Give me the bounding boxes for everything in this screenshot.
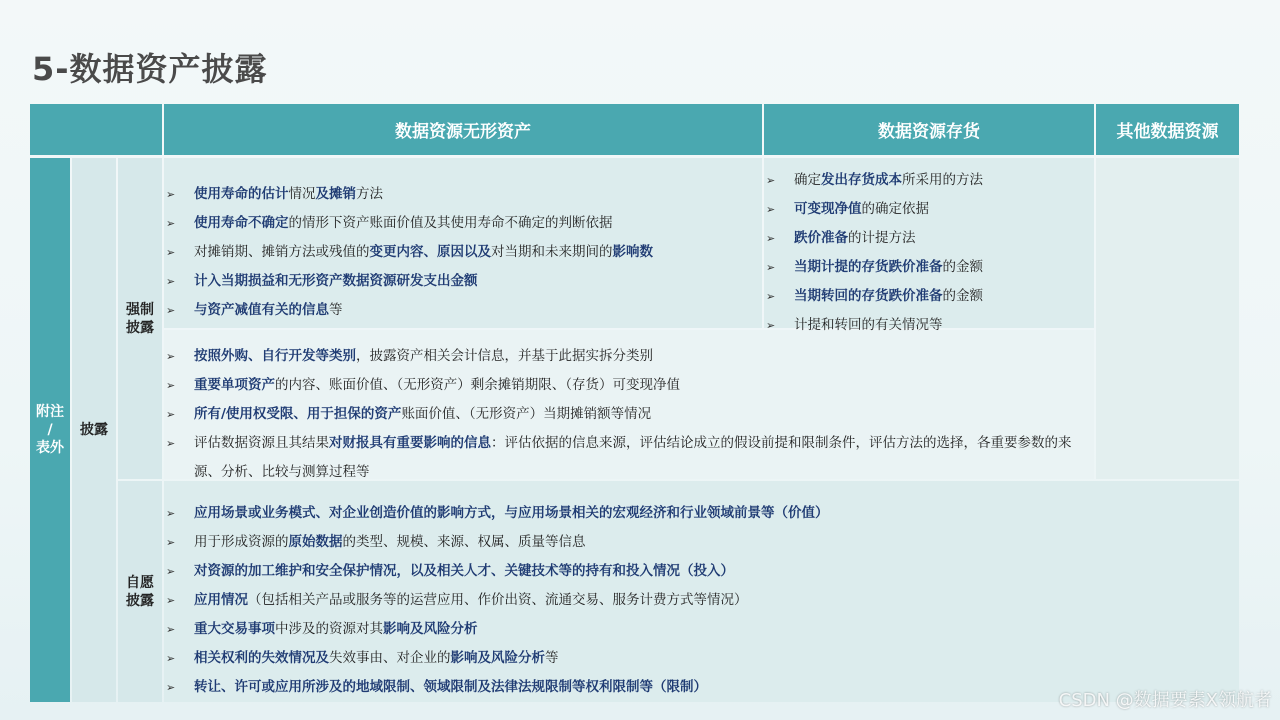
list-item — [166, 586, 1236, 615]
list-item — [166, 342, 1090, 371]
list-item — [166, 528, 1236, 557]
item-text: 对当期和未来期间的 — [491, 244, 613, 260]
arrow-bullet-icon: ➢ — [166, 379, 176, 392]
item-text: 中涉及的资源对其 — [275, 621, 383, 637]
item-text: 情况 — [288, 186, 316, 202]
arrow-bullet-icon: ➢ — [166, 275, 176, 288]
item-text: 用于形成资源的 — [194, 534, 289, 550]
mandatory-label: 强制 披露 — [118, 158, 162, 479]
item-text: 等 — [545, 650, 559, 666]
item-text: 账面价值、（无形资产）当期摊销额等情况 — [401, 406, 652, 422]
item-text: 可变现净值 — [794, 201, 862, 217]
item-text: 变更内容、原因以及 — [369, 244, 491, 260]
list-item — [766, 195, 1094, 224]
arrow-bullet-icon: ➢ — [166, 437, 176, 450]
item-text: 的金额 — [942, 259, 983, 275]
disclosure-label: 披露 — [72, 158, 116, 702]
arrow-bullet-icon: ➢ — [166, 350, 176, 363]
item-text: 影响及风险分析 — [450, 650, 545, 666]
item-text: 评估数据资源且其结果 — [194, 435, 329, 451]
item-text: 失效事由、对企业的 — [329, 650, 451, 666]
list-item — [166, 400, 1090, 429]
list-item — [766, 253, 1094, 282]
item-text: 当期转回的存货跌价准备 — [794, 288, 943, 304]
arrow-bullet-icon: ➢ — [166, 217, 176, 230]
item-text: 原始数据 — [288, 534, 343, 550]
item-text: 与资产减值有关的信息 — [194, 302, 329, 318]
item-text: 对财报具有重要影响的信息 — [329, 435, 491, 451]
arrow-bullet-icon: ➢ — [766, 203, 776, 216]
list-item — [766, 166, 1094, 195]
arrow-bullet-icon: ➢ — [766, 319, 776, 332]
arrow-bullet-icon: ➢ — [766, 290, 776, 303]
item-text: 转让、许可或应用所涉及的地域限制、领域限制及法律法规限制等权利限制等（限制） — [194, 679, 707, 695]
arrow-bullet-icon: ➢ — [166, 507, 176, 520]
item-text: 的确定依据 — [861, 201, 929, 217]
item-text: 计提和转回的有关情况等 — [794, 317, 943, 333]
watermark: CSDN @数据要素X领航者 — [1058, 690, 1272, 711]
item-text: 重要单项资产 — [194, 377, 275, 393]
arrow-bullet-icon: ➢ — [766, 261, 776, 274]
arrow-bullet-icon: ➢ — [166, 536, 176, 549]
arrow-bullet-icon: ➢ — [166, 681, 176, 694]
list-item — [166, 296, 762, 325]
intangible-list — [166, 180, 762, 325]
item-text: 计入当期损益和无形资产数据资源研发支出金额 — [194, 273, 478, 289]
shared-list — [166, 342, 1090, 487]
item-text: 当期计提的存货跌价准备 — [794, 259, 943, 275]
voluntary-label: 自愿 披露 — [118, 481, 162, 702]
arrow-bullet-icon: ➢ — [766, 232, 776, 245]
list-item — [166, 615, 1236, 644]
page-title: 5-数据资产披露 — [32, 50, 268, 88]
arrow-bullet-icon: ➢ — [166, 565, 176, 578]
item-text: 确定 — [794, 172, 821, 188]
list-item — [166, 644, 1236, 673]
item-text: 的内容、账面价值、（无形资产）剩余摊销期限、（存货）可变现净值 — [275, 377, 680, 393]
item-text: 按照外购、自行开发等类别 — [194, 348, 356, 364]
list-item — [166, 209, 762, 238]
arrow-bullet-icon: ➢ — [166, 652, 176, 665]
arrow-bullet-icon: ➢ — [166, 623, 176, 636]
voluntary-list — [166, 499, 1236, 702]
item-text: 跌价准备 — [794, 230, 848, 246]
list-item — [166, 180, 762, 209]
item-text: 应用场景或业务模式、对企业创造价值的影响方式，与应用场景相关的宏观经济和行业领域前景等（价值） — [194, 505, 829, 521]
arrow-bullet-icon: ➢ — [766, 174, 776, 187]
item-text: 所采用的方法 — [902, 172, 983, 188]
header-intangible: 数据资源无形资产 — [164, 104, 762, 155]
arrow-bullet-icon: ➢ — [166, 188, 176, 201]
item-text: 影响及风险分析 — [383, 621, 478, 637]
item-text: 发出存货成本 — [821, 172, 902, 188]
list-item — [766, 224, 1094, 253]
arrow-bullet-icon: ➢ — [166, 408, 176, 421]
arrow-bullet-icon: ➢ — [166, 246, 176, 259]
item-text: 对资源的加工维护和安全保护情况，以及相关人才、关键技术等的持有和投入情况（投入） — [194, 563, 734, 579]
header-inventory: 数据资源存货 — [764, 104, 1094, 155]
item-text: 方法 — [356, 186, 383, 202]
item-text: （包括相关产品或服务等的运营应用、作价出资、流通交易、服务计费方式等情况） — [248, 592, 748, 608]
arrow-bullet-icon: ➢ — [166, 594, 176, 607]
item-text: 使用寿命不确定 — [194, 215, 289, 231]
list-item — [166, 429, 1090, 487]
arrow-bullet-icon: ➢ — [166, 304, 176, 317]
item-text: 使用寿命的估计 — [194, 186, 289, 202]
item-text: ，披露资产相关会计信息，并基于此据实拆分类别 — [356, 348, 653, 364]
list-item — [166, 557, 1236, 586]
list-item — [166, 238, 762, 267]
header-other: 其他数据资源 — [1096, 104, 1239, 155]
list-item — [766, 311, 1094, 340]
item-text: 相关权利的失效情况及 — [194, 650, 329, 666]
item-text: 的金额 — [942, 288, 983, 304]
item-text: 对摊销期、摊销方法或残值的 — [194, 244, 370, 260]
item-text: 及摊销 — [315, 186, 356, 202]
item-text: 等 — [329, 302, 343, 318]
list-item — [166, 267, 762, 296]
item-text: 所有/使用权受限、用于担保的资产 — [194, 406, 402, 422]
item-text: 的情形下资产账面价值及其使用寿命不确定的判断依据 — [288, 215, 613, 231]
item-text: 重大交易事项 — [194, 621, 275, 637]
side-label: 附注 / 表外 — [30, 158, 70, 702]
other-cell — [1096, 158, 1239, 479]
item-text: 应用情况 — [194, 592, 248, 608]
list-item — [166, 371, 1090, 400]
item-text: ：评估依据的信息来源，评估结论成立的假设前提和限制条件，评估方法的选择，各重要参数的来源、分析、比较与测算过程等 — [194, 435, 1072, 480]
inventory-list — [766, 166, 1094, 340]
item-text: 影响数 — [612, 244, 653, 260]
item-text: 的计提方法 — [848, 230, 916, 246]
list-item — [766, 282, 1094, 311]
list-item — [166, 499, 1236, 528]
item-text: 的类型、规模、来源、权属、质量等信息 — [342, 534, 586, 550]
header-empty — [30, 104, 162, 155]
